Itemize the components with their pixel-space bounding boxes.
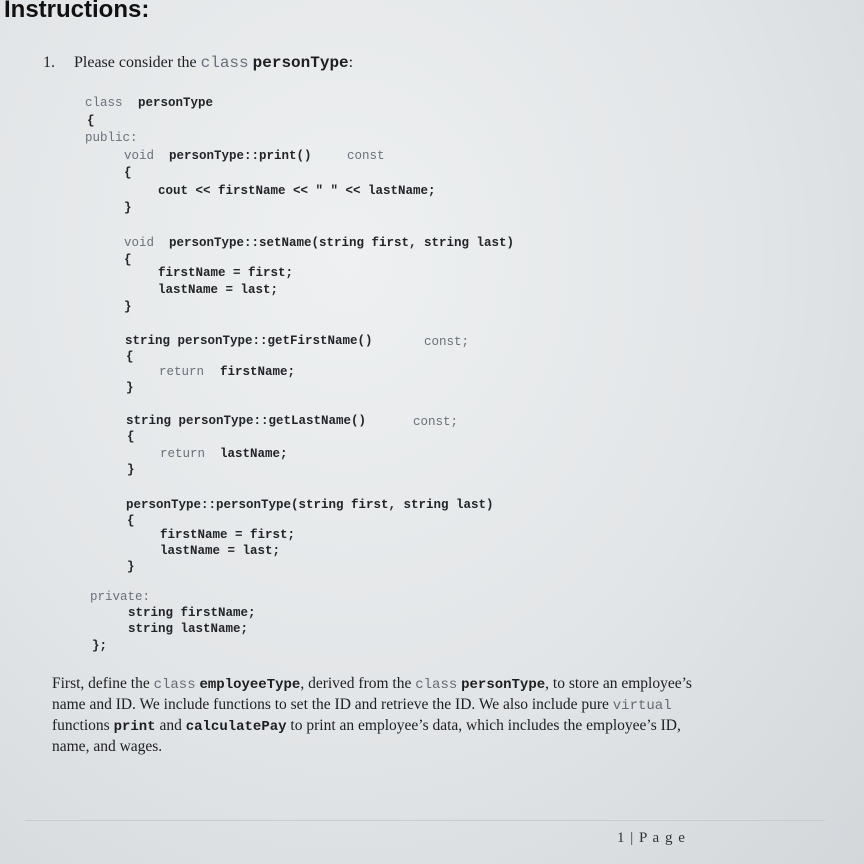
- question-number: 1.: [43, 54, 55, 71]
- code-token: {: [127, 514, 135, 528]
- class-keyword: class: [200, 54, 249, 72]
- code-token: void: [124, 149, 155, 163]
- para-text: , derived from the: [300, 675, 412, 692]
- code-token: firstName = first;: [160, 528, 296, 542]
- code-token: }: [126, 381, 134, 395]
- virtual-keyword: virtual: [612, 698, 672, 714]
- para-text: to print an employee’s data, which includes the employee’s ID, name, and wages.: [52, 717, 681, 755]
- code-token: personType::personType(string first, string last): [126, 498, 494, 512]
- code-token: cout << firstName << " " << lastName;: [158, 184, 436, 198]
- code-token: lastName = last;: [160, 544, 281, 558]
- code-token: };: [92, 639, 108, 653]
- code-token: }: [127, 463, 135, 477]
- code-token: personType::print(): [169, 149, 312, 163]
- code-token: string personType::getLastName(): [126, 414, 367, 428]
- code-token: lastName;: [220, 447, 288, 461]
- code-token: firstName = first;: [158, 266, 294, 280]
- instruction-paragraph: [52, 674, 702, 756]
- question-colon: :: [348, 54, 354, 71]
- footer-divider: [25, 820, 825, 821]
- calculate-pay-function-name: calculatePay: [185, 719, 287, 735]
- para-text: , to store an employee’s name and ID. We include functions to set the ID and retrieve the ID. We also include pure: [52, 675, 692, 713]
- code-token: string firstName;: [128, 606, 256, 620]
- employee-type-name: employeeType: [199, 677, 301, 693]
- code-token: class: [85, 96, 123, 110]
- class-keyword: class: [415, 677, 458, 693]
- code-token: {: [127, 430, 135, 444]
- code-token: const: [347, 149, 385, 163]
- code-token: return: [159, 365, 205, 379]
- code-token: void: [124, 236, 155, 250]
- code-token: {: [124, 166, 132, 180]
- print-function-name: print: [113, 719, 156, 735]
- para-text: functions: [52, 717, 110, 734]
- code-token: public:: [85, 131, 138, 145]
- code-token: personType: [138, 96, 214, 110]
- code-token: }: [124, 201, 132, 215]
- code-token: const;: [413, 415, 459, 429]
- code-token: {: [124, 253, 132, 267]
- code-token: string personType::getFirstName(): [125, 334, 373, 348]
- page-number: 1 | P a g e: [617, 830, 686, 846]
- code-token: private:: [90, 590, 151, 604]
- code-token: const;: [424, 335, 470, 349]
- class-keyword: class: [153, 677, 196, 693]
- code-token: firstName;: [220, 365, 296, 379]
- page-heading: Instructions:: [4, 0, 150, 23]
- code-token: string lastName;: [128, 622, 249, 636]
- person-type-name: personType: [461, 677, 546, 693]
- code-token: personType::setName(string first, string last): [169, 236, 515, 250]
- code-token: }: [124, 300, 132, 314]
- code-token: {: [126, 350, 134, 364]
- class-name: personType: [252, 54, 349, 72]
- code-token: return: [160, 447, 206, 461]
- question-intro: Please consider the: [74, 54, 197, 71]
- code-token: }: [127, 560, 135, 574]
- code-token: lastName = last;: [158, 283, 279, 297]
- para-text: First, define the: [52, 675, 150, 692]
- para-text: and: [159, 717, 182, 734]
- code-token: {: [87, 114, 95, 128]
